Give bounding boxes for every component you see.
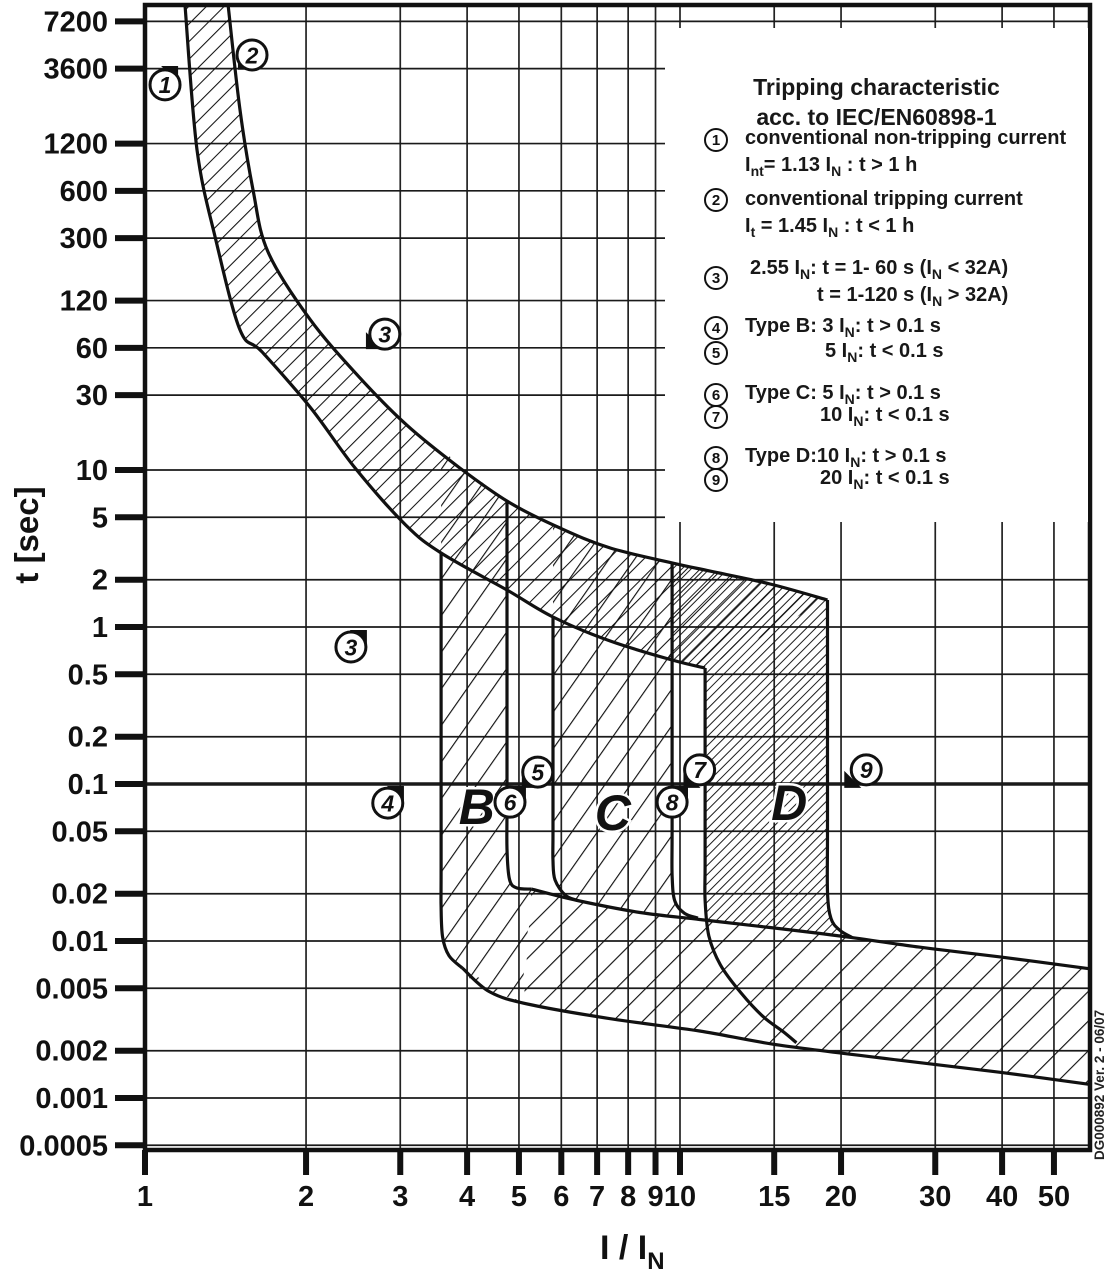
- x-tick-label: 7: [589, 1181, 606, 1213]
- marker-number: 8: [665, 789, 679, 816]
- text-segment: Type B: 3 I: [745, 315, 845, 337]
- x-tick-label: 30: [919, 1181, 952, 1213]
- marker-6-6: [495, 786, 526, 817]
- legend-item-7-line1: [820, 404, 950, 429]
- legend-item-9-badge: 9: [704, 468, 728, 492]
- text-segment: 5 I: [825, 340, 848, 362]
- y-tick-label: 0.02: [51, 878, 108, 911]
- text-segment: conventional non-tripping current: [745, 127, 1067, 149]
- marker-number: 6: [503, 789, 517, 816]
- x-tick-label: 5: [510, 1181, 528, 1213]
- text-segment: > 32A): [942, 284, 1009, 306]
- text-segment: : t < 0.1 s: [857, 340, 944, 362]
- subscript: N: [853, 476, 864, 492]
- x-tick-label: 2: [297, 1181, 315, 1213]
- x-tick-label: 50: [1037, 1181, 1071, 1213]
- marker-number: 2: [245, 42, 259, 69]
- subscript: N: [932, 293, 943, 309]
- text-segment: 2.55 I: [750, 257, 801, 279]
- text-segment: : t > 0.1 s: [854, 315, 941, 337]
- y-tick-label: 1: [91, 612, 108, 644]
- x-axis-title: I / $I_N$: [600, 1229, 665, 1275]
- y-tick-label: 0.005: [35, 973, 108, 1006]
- legend-item-3-badge: 3: [704, 266, 728, 290]
- marker-number: 4: [381, 790, 395, 817]
- x-tick-label: 10: [663, 1181, 697, 1213]
- y-tick-label: 0.5: [67, 659, 108, 692]
- y-tick-label: 2: [91, 564, 108, 597]
- subscript: N: [850, 454, 861, 470]
- text-segment: : t < 0.1 s: [863, 404, 950, 426]
- y-tick-label: 0.002: [35, 1035, 108, 1068]
- marker-number: 5: [531, 759, 545, 786]
- text-segment: : t > 1 h: [841, 154, 918, 176]
- x-tick-label: 8: [620, 1181, 637, 1213]
- text-segment: conventional tripping current: [745, 188, 1023, 210]
- y-tick-label: 0.0005: [19, 1130, 108, 1163]
- x-tick-label: 15: [758, 1181, 791, 1213]
- y-tick-label: 7200: [43, 6, 108, 39]
- y-tick-label: 30: [75, 380, 108, 413]
- subscript: N: [931, 266, 943, 282]
- y-tick-label: 3600: [43, 53, 108, 86]
- marker-5-5: [522, 757, 553, 788]
- legend-item-5-line1: [825, 340, 944, 365]
- marker-8-8: [657, 786, 688, 817]
- text-segment: : t < 0.1 s: [863, 467, 950, 489]
- text-segment: : t > 0.1 s: [854, 382, 941, 404]
- text-segment: t = 1-120 s (I: [817, 284, 933, 306]
- legend-item-7-badge: 7: [704, 405, 728, 429]
- legend-item-2-line1: [745, 188, 1023, 211]
- y-tick-label: 0.01: [51, 926, 108, 958]
- marker-number: 9: [859, 757, 873, 784]
- y-tick-label: 1200: [43, 128, 108, 161]
- legend-title-line2: acc. to IEC/EN60898-1: [756, 104, 997, 130]
- text-segment: = 1.45 I: [755, 215, 829, 237]
- y-tick-label: 60: [75, 332, 108, 365]
- y-tick-label: 300: [59, 223, 108, 256]
- legend-title-line1: Tripping characteristic: [753, 74, 1000, 100]
- marker-number: 7: [693, 757, 706, 784]
- legend-item-3-line2: [817, 284, 1008, 309]
- x-tick-label: 3: [392, 1181, 409, 1213]
- subscript: N: [844, 391, 855, 407]
- marker-4-4: [373, 786, 404, 818]
- x-tick-label: 9: [647, 1181, 664, 1213]
- text-segment: 20 I: [820, 467, 854, 489]
- legend-item-9-line1: [820, 467, 950, 492]
- text-segment: : t = 1- 60 s (I: [810, 257, 932, 279]
- band-letter-C: C: [594, 785, 631, 842]
- legend-item-6-badge: 6: [704, 383, 728, 407]
- legend-item-4-badge: 4: [704, 316, 728, 340]
- legend-item-5-badge: 5: [704, 341, 728, 365]
- band-letter-D: D: [771, 774, 808, 831]
- legend-item-4-line1: [745, 315, 941, 340]
- x-tick-label: 20: [824, 1181, 858, 1213]
- legend-item-1-line1: [745, 127, 1066, 150]
- text-segment: Type D:10 I: [745, 445, 851, 467]
- legend-item-2-line2: [745, 215, 914, 240]
- subscript: N: [828, 224, 839, 240]
- subscript: t: [750, 224, 756, 240]
- marker-2-1: [237, 40, 267, 70]
- text-segment: I: [745, 215, 751, 237]
- document-id-watermark: DG000892 Ver. 2 - 06/07: [1092, 1009, 1107, 1160]
- x-tick-label: 4: [459, 1181, 476, 1213]
- legend-item-8-badge: 8: [704, 446, 728, 470]
- subscript: N: [853, 413, 864, 429]
- text-segment: I: [745, 154, 751, 176]
- band-letter-B: B: [458, 779, 495, 836]
- marker-number: 1: [158, 72, 172, 99]
- legend-item-3-line1: [750, 257, 1008, 282]
- y-tick-label: 0.001: [35, 1083, 108, 1115]
- legend-item-1-line2: [745, 154, 917, 179]
- marker-number: 3: [378, 321, 392, 348]
- x-tick-label: 6: [553, 1181, 570, 1213]
- marker-3-3: [336, 630, 367, 662]
- y-tick-label: 120: [59, 285, 108, 318]
- subscript: N: [831, 163, 842, 179]
- text-segment: 10 I: [820, 404, 854, 426]
- legend-box: [665, 28, 1088, 522]
- text-segment: Type C: 5 I: [745, 382, 845, 404]
- text-segment: = 1.13 I: [763, 154, 832, 176]
- legend-item-1-badge: 1: [704, 128, 728, 152]
- x-tick-label: 40: [985, 1181, 1019, 1213]
- y-tick-label: 0.05: [51, 816, 108, 849]
- legend-item-2-badge: 2: [704, 188, 728, 212]
- subscript: nt: [750, 163, 764, 179]
- subscript: N: [847, 349, 858, 365]
- text-segment: : t > 0.1 s: [860, 445, 947, 467]
- text-segment: : t < 1 h: [838, 215, 915, 237]
- y-axis-title: t [sec]: [8, 486, 45, 584]
- x-tick-label: 1: [136, 1181, 154, 1213]
- marker-number: 3: [344, 634, 358, 661]
- subscript: N: [844, 324, 855, 340]
- y-tick-label: 0.2: [67, 721, 108, 754]
- y-tick-label: 5: [91, 502, 108, 535]
- y-tick-label: 600: [59, 175, 108, 208]
- y-tick-label: 10: [75, 455, 108, 487]
- subscript: N: [800, 266, 811, 282]
- text-segment: < 32A): [942, 257, 1009, 279]
- y-tick-label: 0.1: [67, 769, 108, 801]
